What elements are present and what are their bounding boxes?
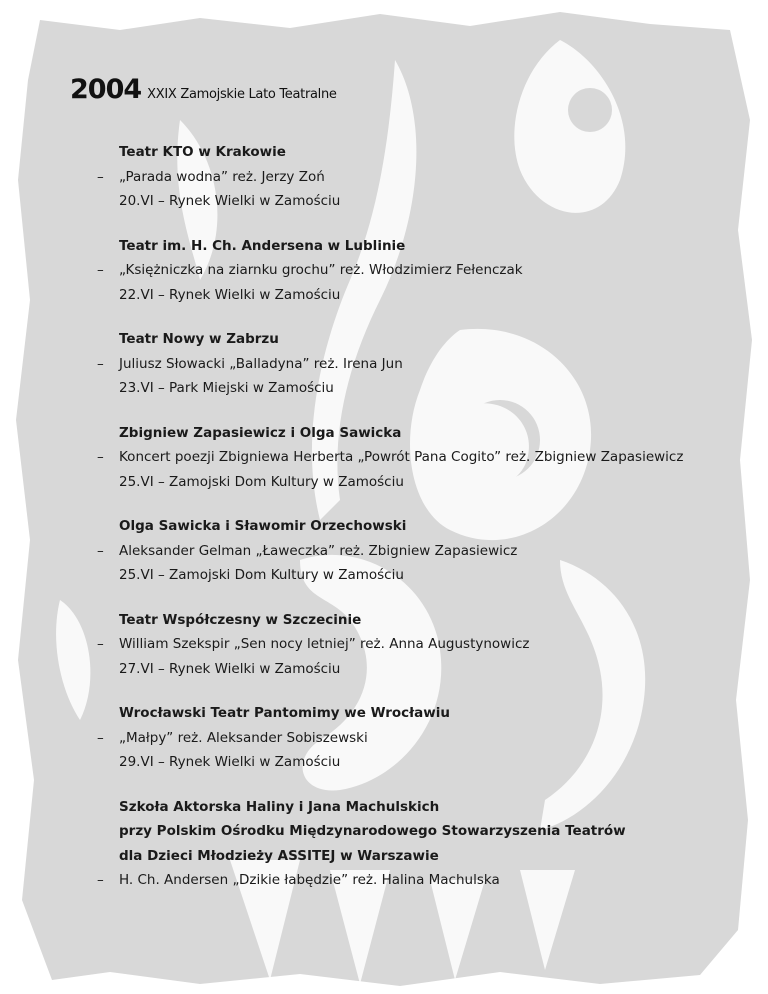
dash-marker: –: [97, 636, 104, 652]
event-title: Koncert poezji Zbigniewa Herberta „Powrót Pana Cogito” reż. Zbigniew Zapasiewicz: [119, 449, 684, 465]
event-item: [0, 514, 768, 588]
event-item: [0, 140, 768, 214]
dash-marker: –: [97, 449, 104, 465]
event-date-place: 25.VI – Zamojski Dom Kultury w Zamościu: [119, 567, 404, 583]
event-organizer: Zbigniew Zapasiewicz i Olga Sawicka: [119, 424, 402, 441]
event-title-line: [0, 352, 768, 377]
event-title-line: [0, 445, 768, 470]
dash-marker: –: [97, 872, 104, 888]
event-title: „Księżniczka na ziarnku grochu” reż. Włodzimierz Fełenczak: [119, 262, 523, 278]
event-organizer: przy Polskim Ośrodku Międzynarodowego Stowarzyszenia Teatrów: [119, 823, 626, 839]
header: [70, 74, 337, 105]
event-date-place: 27.VI – Rynek Wielki w Zamościu: [119, 660, 341, 677]
event-title: H. Ch. Andersen „Dzikie łabędzie” reż. Halina Machulska: [119, 872, 500, 888]
event-title: „Małpy” reż. Aleksander Sobiszewski: [119, 729, 368, 746]
event-title: William Szekspir „Sen nocy letniej” reż. Anna Augustynowicz: [119, 636, 530, 652]
event-organizer: Teatr im. H. Ch. Andersena w Lublinie: [119, 237, 406, 254]
event-title-line: [0, 165, 768, 190]
event-organizer: Teatr KTO w Krakowie: [119, 144, 286, 160]
event-date-place: 25.VI – Zamojski Dom Kultury w Zamościu: [119, 473, 404, 490]
event-item: [0, 234, 768, 308]
event-item: [0, 608, 768, 682]
event-date-place: 29.VI – Rynek Wielki w Zamościu: [119, 754, 341, 770]
dash-marker: –: [97, 542, 104, 559]
event-title-line: [0, 632, 768, 657]
event-title-line: [0, 868, 768, 893]
event-item: [0, 421, 768, 495]
event-organizer: Olga Sawicka i Sławomir Orzechowski: [119, 518, 407, 534]
event-title: Aleksander Gelman „Ławeczka” reż. Zbigniew Zapasiewicz: [119, 542, 518, 559]
event-title-line: [0, 726, 768, 751]
event-organizer: Teatr Współczesny w Szczecinie: [119, 611, 362, 628]
event-organizer: Wrocławski Teatr Pantomimy we Wrocławiu: [119, 705, 451, 721]
event-item: [0, 701, 768, 775]
event-title-line: [0, 258, 768, 283]
dash-marker: –: [97, 355, 104, 372]
event-organizer: dla Dzieci Młodzieży ASSITEJ w Warszawie: [119, 847, 439, 864]
event-title: „Parada wodna” reż. Jerzy Zoń: [119, 168, 325, 185]
event-date-place: 22.VI – Rynek Wielki w Zamościu: [119, 286, 341, 303]
festival-title: XXIX Zamojskie Lato Teatralne: [147, 87, 337, 102]
event-date-place: 20.VI – Rynek Wielki w Zamościu: [119, 193, 341, 209]
dash-marker: –: [97, 729, 104, 746]
festival-year: 2004: [70, 74, 142, 105]
dash-marker: –: [97, 168, 104, 185]
event-organizer: Teatr Nowy w Zabrzu: [119, 331, 279, 347]
event-list: [0, 140, 768, 913]
event-title: Juliusz Słowacki „Balladyna” reż. Irena Jun: [119, 355, 403, 372]
dash-marker: –: [97, 262, 104, 278]
event-item: [0, 795, 768, 893]
event-item: [0, 327, 768, 401]
event-title-line: [0, 539, 768, 564]
event-organizer: Szkoła Aktorska Haliny i Jana Machulskich: [119, 798, 440, 815]
event-date-place: 23.VI – Park Miejski w Zamościu: [119, 380, 334, 396]
